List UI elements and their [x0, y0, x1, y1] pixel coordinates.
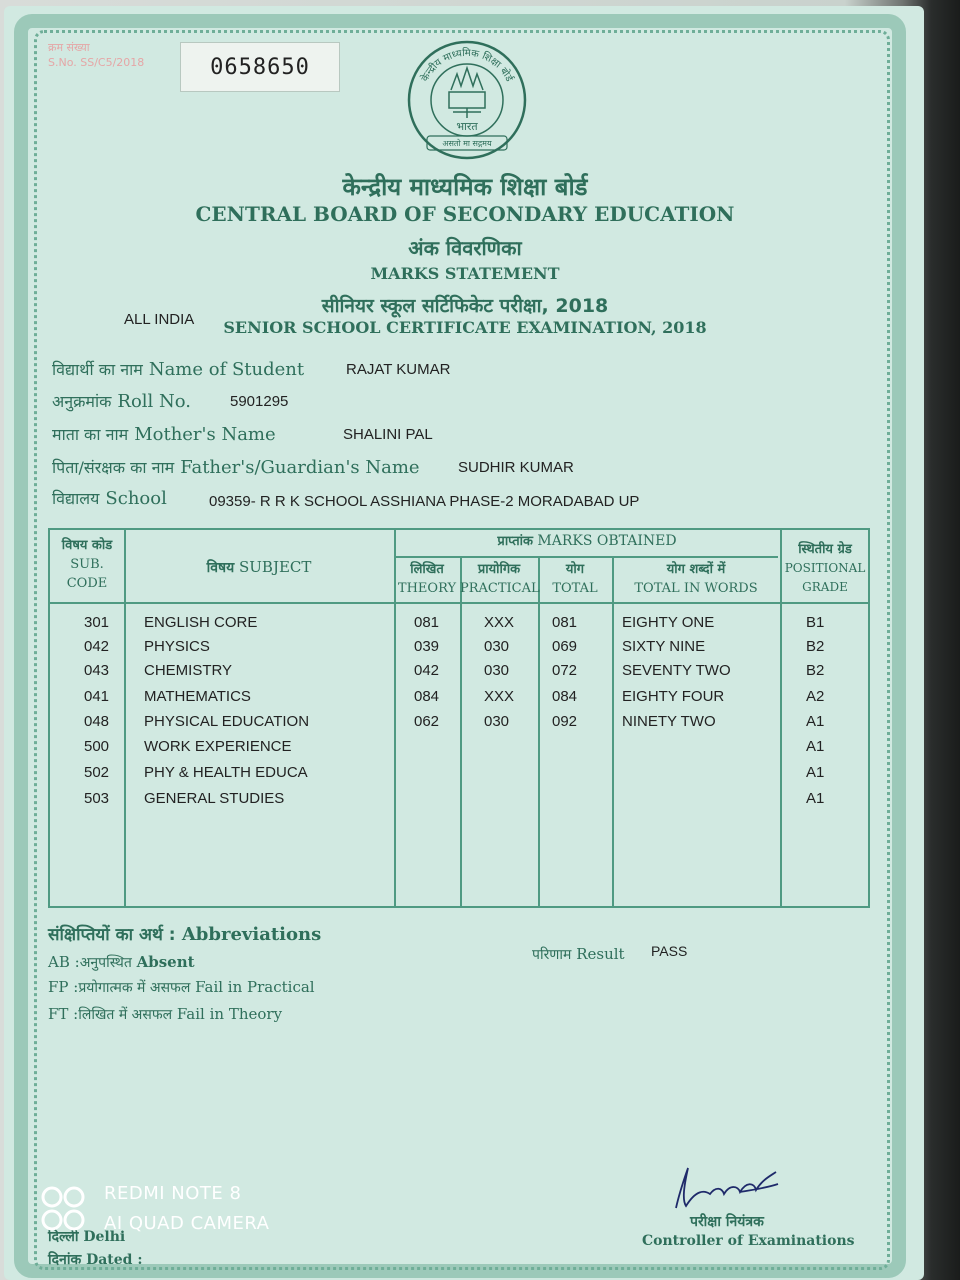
- abbr-fail-practical: [48, 978, 315, 997]
- abbreviations-title: [48, 922, 321, 945]
- roll-no-label-hi: अनुक्रमांक: [52, 392, 112, 411]
- cell-grade: B2: [806, 638, 825, 655]
- statement-title-english: MARKS STATEMENT: [370, 264, 560, 283]
- serial-watermark-line-2: S.No. SS/C5/2018: [48, 56, 145, 69]
- result-label-hi: परिणाम: [532, 947, 572, 963]
- school-name: 09359- R R K SCHOOL ASSHIANA PHASE-2 MORADABAD UP: [209, 493, 640, 510]
- cell-practical: XXX: [484, 688, 515, 705]
- abbr-ft-code: FT :: [48, 1005, 79, 1023]
- cell-grade: A1: [806, 764, 825, 781]
- student-name-label-hi: विद्यार्थी का नाम: [52, 360, 143, 379]
- cell-grade: A1: [806, 713, 825, 730]
- header-grade-en1: POSITIONAL: [784, 561, 866, 575]
- abbr-ft-en: Fail in Theory: [176, 1005, 283, 1023]
- student-name: RAJAT KUMAR: [346, 361, 451, 378]
- abbreviations-title-en: Abbreviations: [181, 924, 322, 945]
- cell-subject: MATHEMATICS: [144, 688, 251, 705]
- logo-bottom-text: भारत: [456, 120, 478, 133]
- header-total: [538, 560, 612, 598]
- result-label: [532, 945, 625, 964]
- cell-grade: A1: [806, 738, 825, 755]
- abbr-ab-code: AB :: [48, 953, 80, 971]
- header-sub-code-en1: SUB.: [70, 557, 104, 572]
- student-name-label: [52, 358, 304, 380]
- cell-code: 041: [84, 688, 110, 705]
- cell-code: 500: [84, 738, 110, 755]
- cell-subject: CHEMISTRY: [144, 662, 233, 679]
- cell-total: 081: [552, 614, 578, 631]
- father-name-label-en: Father's/Guardian's Name: [180, 457, 420, 478]
- result-value: PASS: [651, 943, 688, 959]
- header-words-hi: योग शब्दों में: [666, 562, 726, 577]
- header-sub-code-en2: CODE: [66, 576, 108, 591]
- header-subject-hi: विषय: [206, 560, 235, 576]
- header-marks-hi: प्राप्तांक: [497, 534, 533, 549]
- table-divider: [538, 556, 540, 906]
- header-sub-code-hi: विषय कोड: [61, 538, 113, 553]
- abbr-ab-hi: अनुपस्थित: [79, 955, 132, 971]
- roll-no-label: [52, 390, 191, 412]
- serial-watermark-line-1: क्रम संख्या: [48, 41, 90, 54]
- cell-code: 048: [84, 713, 110, 730]
- cell-total: 092: [552, 713, 578, 730]
- cell-total-in-words: SIXTY NINE: [622, 638, 706, 655]
- header-subject: [124, 558, 394, 578]
- header-practical-hi: प्रायोगिक: [477, 562, 521, 577]
- cell-practical: 030: [484, 713, 510, 730]
- controller-title-english: Controller of Examinations: [642, 1233, 855, 1249]
- cell-grade: B1: [806, 614, 825, 631]
- father-name: SUDHIR KUMAR: [458, 459, 574, 476]
- mother-name-label-hi: माता का नाम: [52, 425, 129, 444]
- cell-total-in-words: NINETY TWO: [622, 713, 716, 730]
- school-label-en: School: [105, 488, 167, 509]
- mother-name-label: [52, 423, 276, 445]
- roll-no: 5901295: [230, 393, 289, 410]
- cell-code: 502: [84, 764, 110, 781]
- cell-total: 069: [552, 638, 578, 655]
- cell-grade: A2: [806, 688, 825, 705]
- abbr-fp-code: FP :: [48, 978, 79, 996]
- place-label: दिल्ली Delhi: [48, 1229, 126, 1245]
- marks-table: [48, 528, 870, 908]
- cell-practical: 030: [484, 638, 510, 655]
- header-theory: [394, 560, 460, 598]
- header-total-hi: योग: [565, 562, 585, 577]
- camera-rings-icon: [40, 1186, 88, 1232]
- table-divider: [394, 556, 778, 558]
- controller-signature-icon: [666, 1160, 786, 1216]
- header-positional-grade: [780, 540, 870, 597]
- cell-practical: 030: [484, 662, 510, 679]
- region-label: ALL INDIA: [124, 311, 195, 328]
- cell-code: 043: [84, 662, 110, 679]
- father-name-label: [52, 456, 420, 478]
- header-sub-code: [50, 536, 124, 593]
- statement-title-hindi: अंक विवरणिका: [408, 236, 522, 260]
- table-divider: [460, 556, 462, 906]
- header-total-en: TOTAL: [552, 581, 598, 596]
- school-label-hi: विद्यालय: [52, 489, 100, 508]
- cell-theory: 039: [414, 638, 440, 655]
- abbr-ft-hi: लिखित में असफल: [78, 1007, 173, 1023]
- cell-code: 301: [84, 614, 110, 631]
- abbr-fp-en: Fail in Practical: [195, 978, 315, 996]
- header-practical: [460, 560, 538, 598]
- header-marks-obtained: [394, 532, 780, 551]
- roll-no-label-en: Roll No.: [117, 391, 192, 412]
- cell-total: 072: [552, 662, 578, 679]
- father-name-label-hi: पिता/संरक्षक का नाम: [52, 458, 175, 477]
- table-header-divider: [50, 602, 868, 604]
- logo-motto: असतो मा सद्गमय: [442, 139, 492, 148]
- table-divider: [124, 530, 126, 906]
- table-divider: [612, 556, 614, 906]
- cell-theory: 084: [414, 688, 440, 705]
- header-theory-en: THEORY: [397, 581, 457, 596]
- exam-title-english: SENIOR SCHOOL CERTIFICATE EXAMINATION, 2018: [223, 318, 707, 337]
- cell-theory: 042: [414, 662, 440, 679]
- cell-grade: B2: [806, 662, 825, 679]
- abbr-ab-en: Absent: [136, 953, 195, 971]
- cell-total-in-words: EIGHTY FOUR: [622, 688, 725, 705]
- controller-title-hindi: परीक्षा नियंत्रक: [690, 1214, 764, 1230]
- cell-subject: ENGLISH CORE: [144, 614, 258, 631]
- date-label: दिनांक Dated :: [48, 1252, 143, 1268]
- cell-code: 503: [84, 790, 110, 807]
- mother-name-label-en: Mother's Name: [134, 424, 276, 445]
- school-label: [52, 487, 167, 509]
- abbr-absent: [48, 953, 195, 972]
- abbr-fail-theory: [48, 1005, 282, 1024]
- abbreviations-title-hi: संक्षिप्तियों का अर्थ :: [48, 925, 176, 945]
- result-label-en: Result: [576, 945, 625, 963]
- camera-description: AI QUAD CAMERA: [104, 1213, 270, 1234]
- cell-practical: XXX: [484, 614, 515, 631]
- camera-model: REDMI NOTE 8: [104, 1183, 242, 1204]
- board-name-english: CENTRAL BOARD OF SECONDARY EDUCATION: [195, 202, 735, 226]
- logo-ring-text: केन्द्रीय माध्यमिक शिक्षा बोर्ड: [419, 47, 515, 84]
- header-marks-en: MARKS OBTAINED: [537, 533, 677, 549]
- student-name-label-en: Name of Student: [148, 359, 305, 380]
- header-grade-hi: स्थितीय ग्रेड: [798, 542, 852, 557]
- abbr-fp-hi: प्रयोगात्मक में असफल: [78, 980, 191, 996]
- header-theory-hi: लिखित: [410, 562, 444, 577]
- cell-subject: WORK EXPERIENCE: [144, 738, 292, 755]
- exam-title-hindi: सीनियर स्कूल सर्टिफिकेट परीक्षा, 2018: [321, 295, 609, 317]
- cell-theory: 081: [414, 614, 440, 631]
- header-practical-en: PRACTICAL: [460, 581, 540, 596]
- serial-watermark: [48, 40, 144, 70]
- header-words-en: TOTAL IN WORDS: [634, 581, 758, 596]
- cell-total-in-words: SEVENTY TWO: [622, 662, 731, 679]
- header-subject-en: SUBJECT: [239, 558, 312, 576]
- cell-subject: PHYSICS: [144, 638, 210, 655]
- cell-subject: GENERAL STUDIES: [144, 790, 285, 807]
- board-name-hindi: केन्द्रीय माध्यमिक शिक्षा बोर्ड: [342, 173, 588, 201]
- cell-code: 042: [84, 638, 110, 655]
- mother-name: SHALINI PAL: [343, 426, 433, 443]
- cell-theory: 062: [414, 713, 440, 730]
- header-total-in-words: [612, 560, 780, 598]
- cell-total-in-words: EIGHTY ONE: [622, 614, 715, 631]
- cell-subject: PHYSICAL EDUCATION: [144, 713, 310, 730]
- cbse-logo-icon: [405, 38, 529, 162]
- serial-number: 0658650: [180, 42, 340, 92]
- header-grade-en2: GRADE: [802, 580, 848, 594]
- cell-subject: PHY & HEALTH EDUCA: [144, 764, 308, 781]
- cell-total: 084: [552, 688, 578, 705]
- cell-grade: A1: [806, 790, 825, 807]
